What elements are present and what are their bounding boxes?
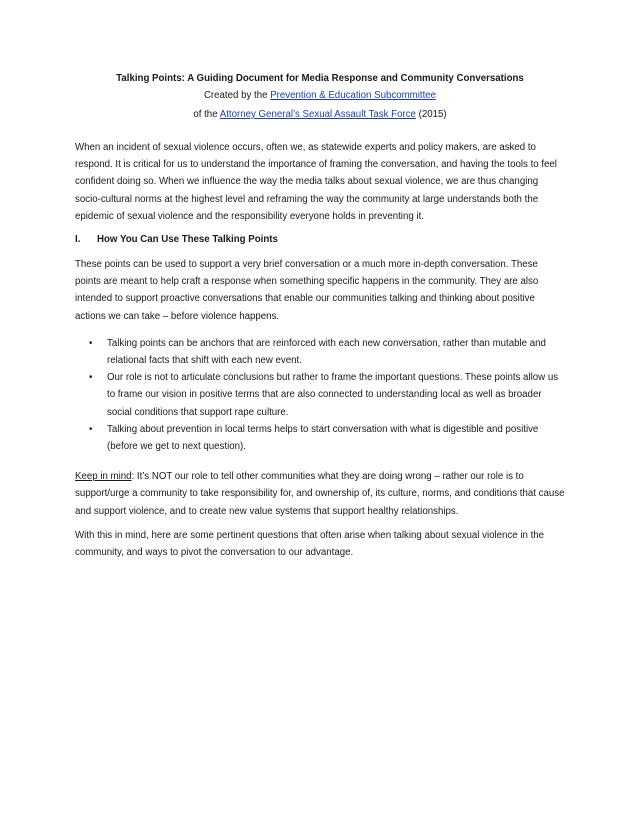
list-item-text: Talking about prevention in local terms helps to start conversation with what is digestible and positive (before we get to next question).: [107, 423, 539, 453]
bullet-icon: •: [89, 423, 93, 435]
closing-paragraph: With this in mind, here are some pertinent questions that often arise when talking about sexual violence in the community, and ways to pivot the conversation to our advantage.: [75, 529, 545, 559]
talking-points-list: [75, 335, 565, 455]
document-body: [75, 71, 565, 561]
intro-paragraph: When an incident of sexual violence occurs, often we, as statewide experts and policy makers, are asked to respond. It is critical for us to understand the importance of framing the conversation, and having the tools to feel confident doing so. When we influence the way the media talks about sexual violence, we are thus changing socio-cultural norms at the highest level and reframing the way the community at large understands both the epidemic of sexual violence and the responsibility everyone holds in preventing it.: [75, 142, 557, 222]
list-item-text: Our role is not to articulate conclusions but rather to frame the important questions. These points allow us to frame our vision in positive terms that are also connected to understanding local as well as broader social conditions that support rape culture.: [107, 372, 559, 418]
keep-in-mind-label: Keep in mind: [75, 471, 132, 483]
list-item: [75, 335, 565, 369]
task-force-year: (2015): [415, 109, 447, 120]
subcommittee-link[interactable]: Prevention & Education Subcommittee: [270, 90, 437, 101]
list-item-text: Talking points can be anchors that are reinforced with each new conversation, rather than mutable and relational facts that shift with each new event.: [107, 337, 546, 367]
task-force-link[interactable]: Attorney General’s Sexual Assault Task Force: [219, 109, 416, 120]
task-force-line: [75, 105, 565, 124]
created-by-prefix: Created by the: [203, 90, 271, 101]
list-item: [75, 369, 565, 421]
section-title: How You Can Use These Talking Points: [97, 234, 278, 246]
bullet-icon: •: [89, 337, 93, 349]
document-title: Talking Points: A Guiding Document for Media Response and Community Conversations: [116, 73, 524, 84]
section-heading: [75, 233, 565, 247]
section-number: I.: [75, 234, 81, 246]
keep-in-mind-paragraph: [75, 468, 565, 520]
list-item: [75, 421, 565, 455]
created-by-line: [75, 86, 565, 105]
task-force-prefix: of the: [193, 109, 220, 120]
keep-in-mind-text: : It’s NOT our role to tell other communities what they are doing wrong – rather our role is to support/urge a community to take responsibility for, and ownership of, its culture, norms, and conditions that cause and support violence, and to create new value systems that support healthy relationships.: [75, 471, 565, 517]
section-paragraph: These points can be used to support a very brief conversation or a much more in-depth conversation. These points are meant to help craft a response when something specific happens in the community. They are also intended to support proactive conversations that enable our communities talking and thinking about positive actions we can take – before violence happens.: [75, 259, 539, 322]
bullet-icon: •: [89, 372, 93, 384]
